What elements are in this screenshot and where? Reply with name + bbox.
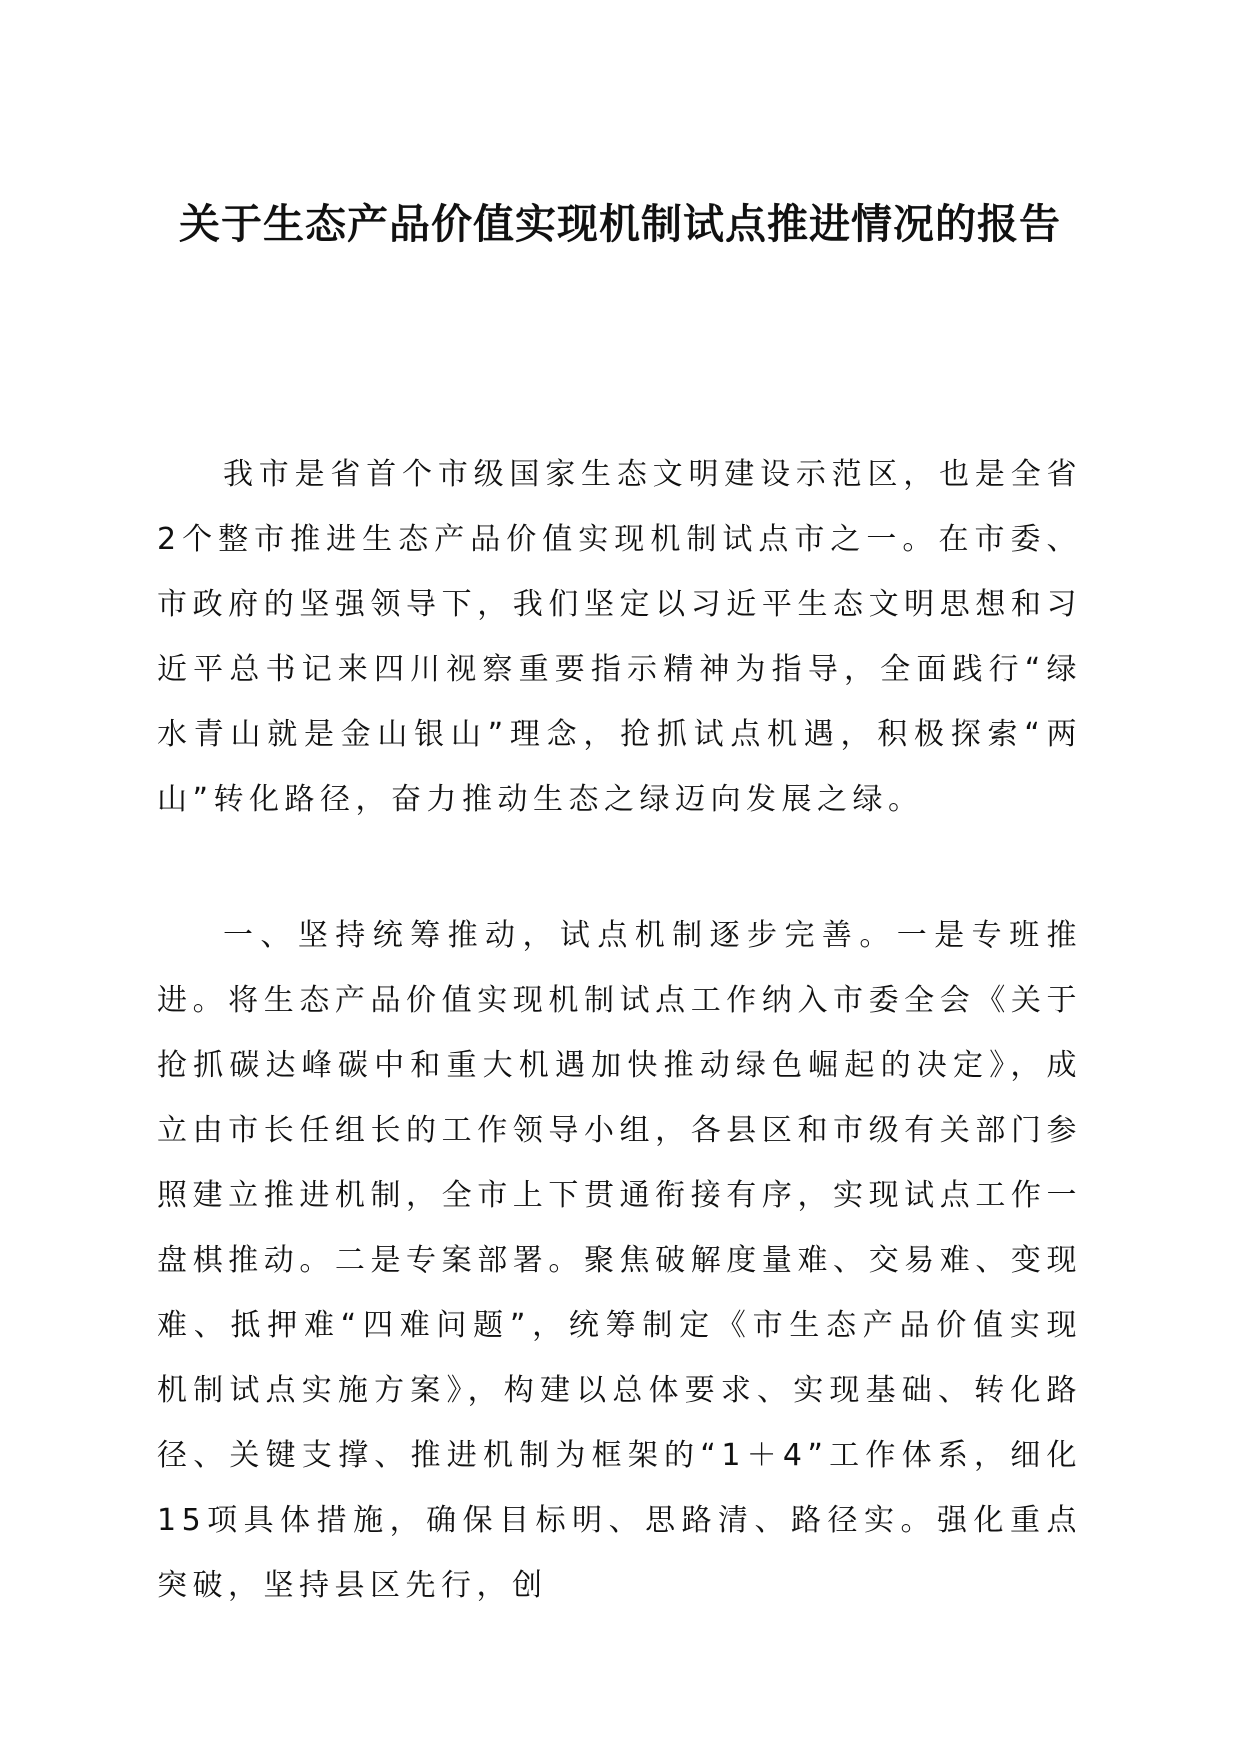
document-title: 关于生态产品价值实现机制试点推进情况的报告 [179,200,1061,248]
section-one-paragraph: 一、坚持统筹推动，试点机制逐步完善。一是专班推进。将生态产品价值实现机制试点工作纳入市委全会《关于抢抓碳达峰碳中和重大机遇加快推动绿色崛起的决定》，成立由市长任组长的工作领导小组，各县区和市级有关部门参照建立推进机制，全市上下贯通衔接有序，实现试点工作一盘棋推动。二是专案部署。聚焦破解度量难、交易难、变现难、抵押难“四难问题”，统筹制定《市生态产品价值实现机制试点实施方案》，构建以总体要求、实现基础、转化路径、关键支撑、推进机制为框架的“1＋4”工作体系，细化15项具体措施，确保目标明、思路清、路径实。强化重点突破，坚持县区先行，创 [157,918,1082,1603]
intro-paragraph: 我市是省首个市级国家生态文明建设示范区，也是全省2个整市推进生态产品价值实现机制试点市之一。在市委、市政府的坚强领导下，我们坚定以习近平生态文明思想和习近平总书记来四川视察重要指示精神为指导，全面践行“绿水青山就是金山银山”理念，抢抓试点机遇，积极探索“两山”转化路径，奋力推动生态之绿迈向发展之绿。 [157,457,1082,817]
